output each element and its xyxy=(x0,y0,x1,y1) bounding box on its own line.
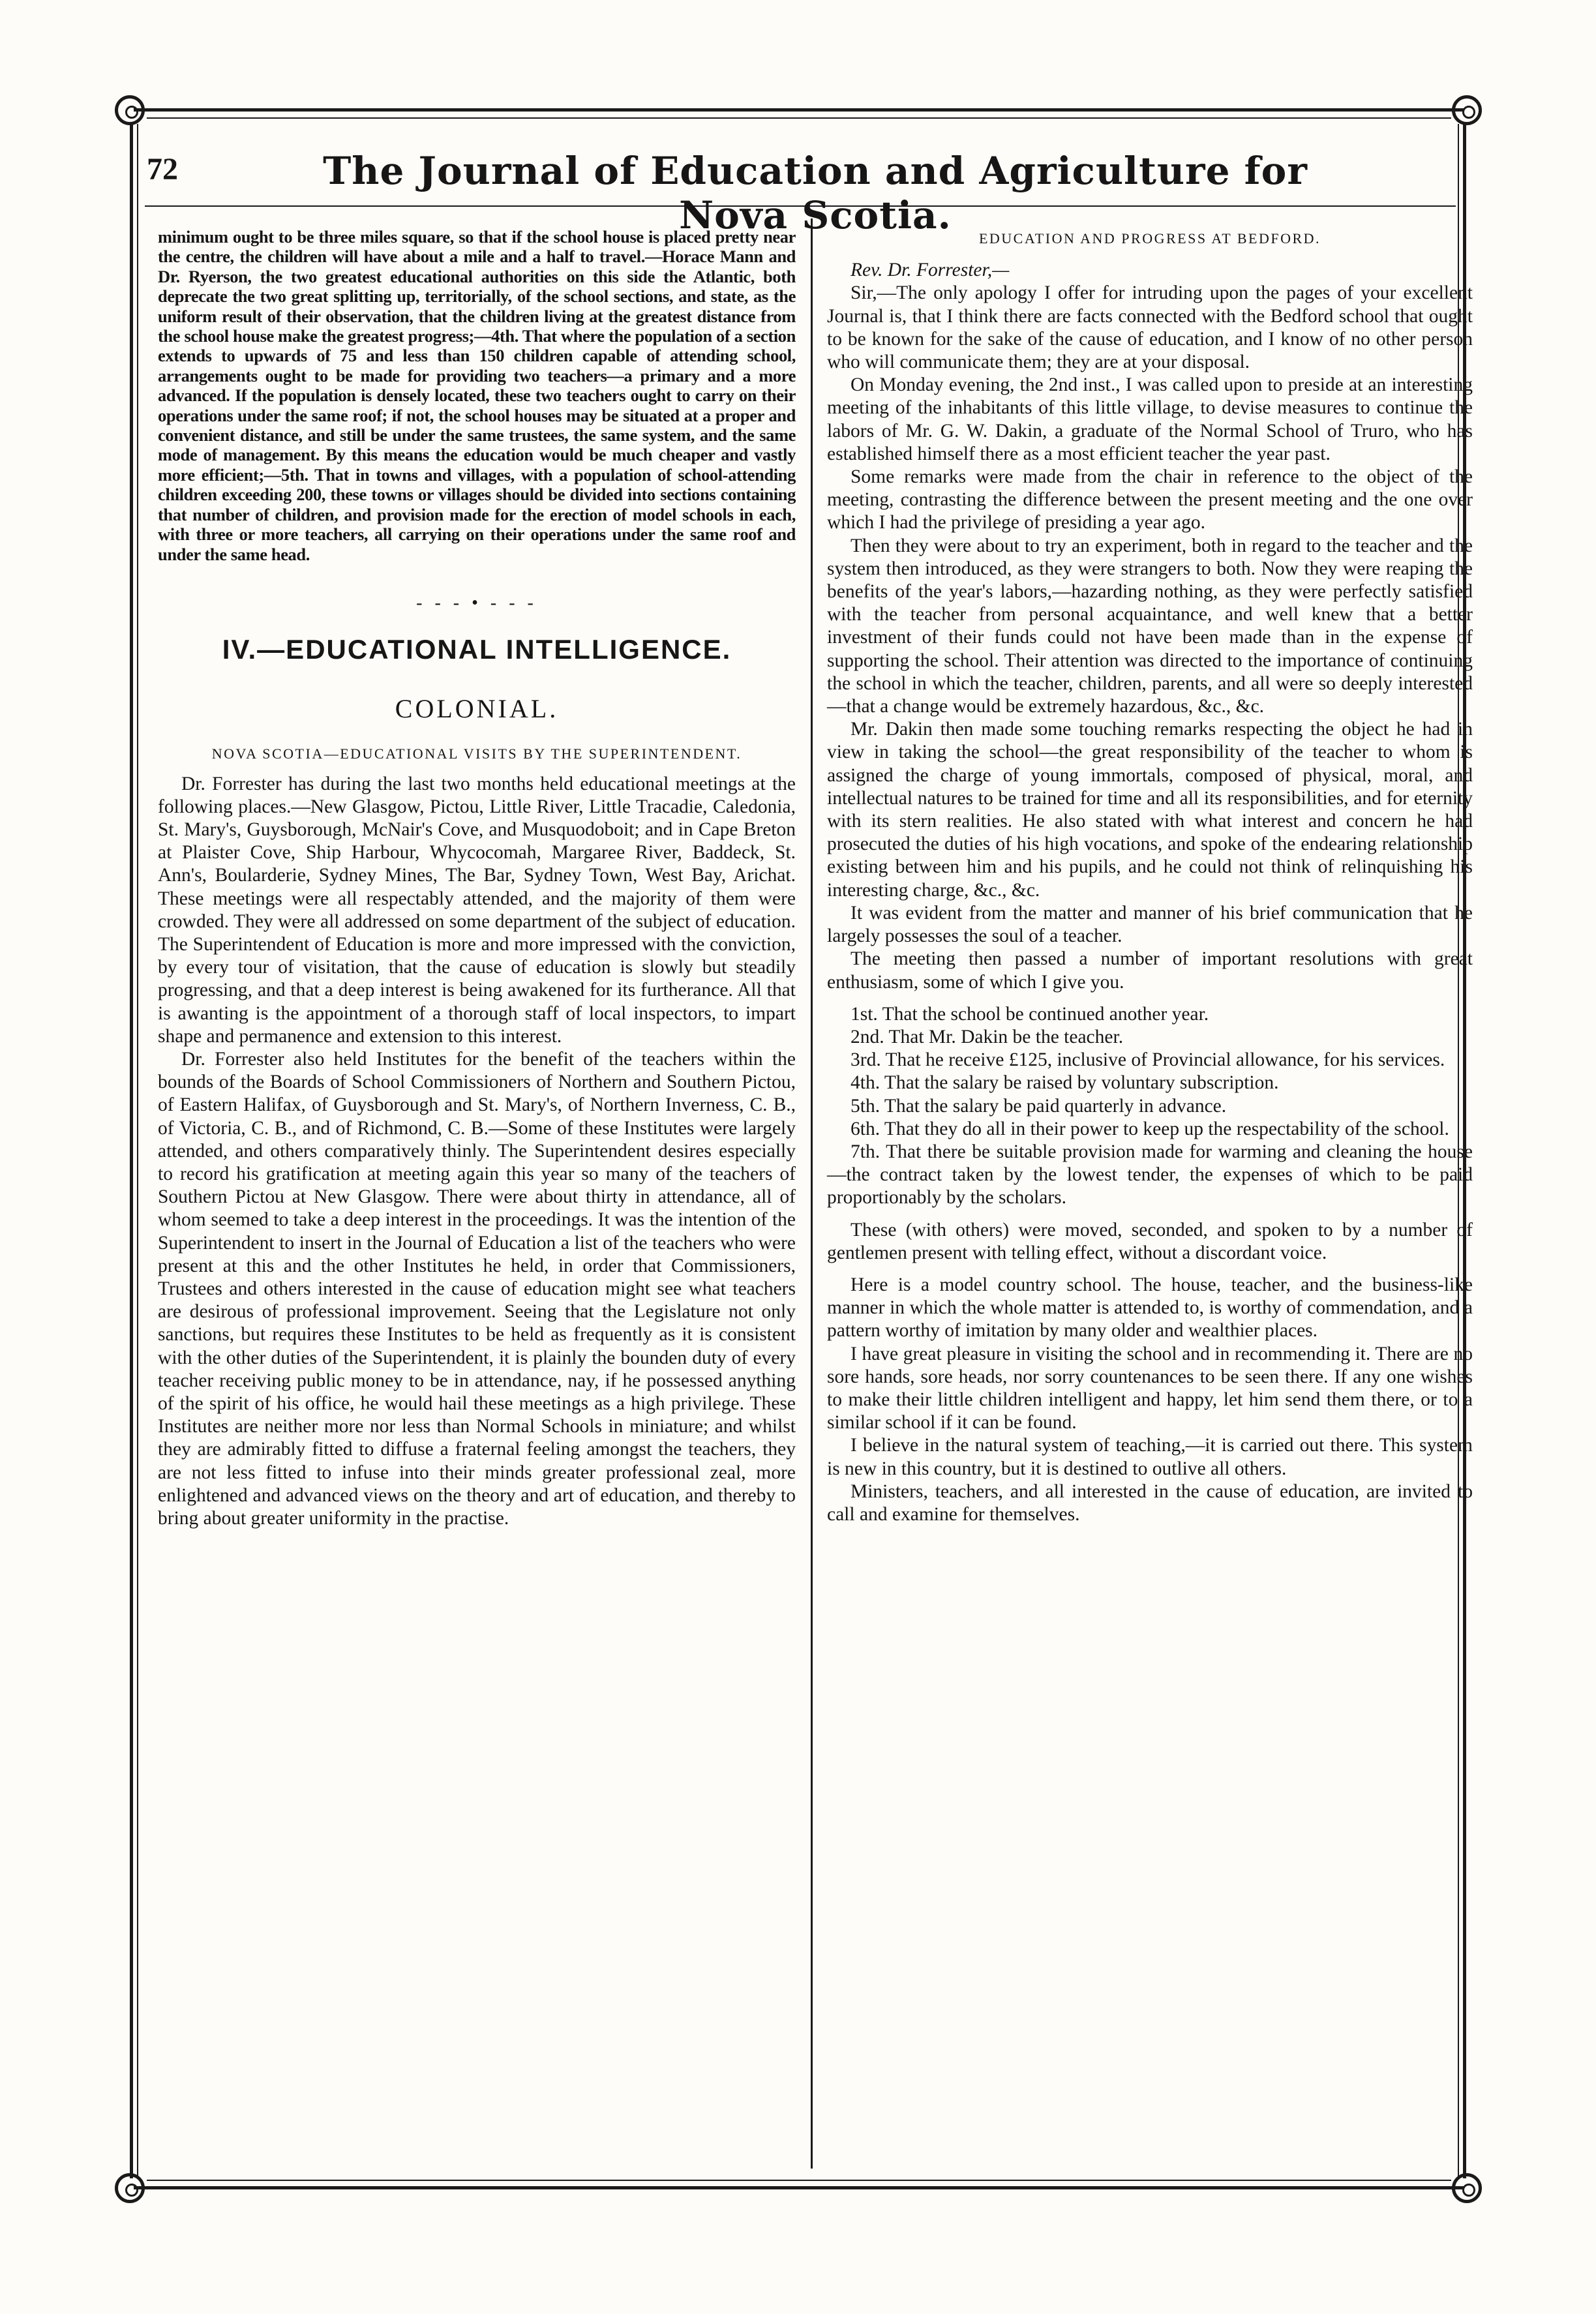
continued-paragraph: minimum ought to be three miles square, so that if the school house is placed pretty near the centre, the children will have about a mile and a half to travel.—Horace Mann and Dr. Ryerson, the two greatest educational authorities on this side the Atlantic, both deprecate the two great splitting up, territorially, of the school sections, and state, as the uniform result of their observation, that the children living at the greatest distance from the school house make the greatest progress;—4th. That where the population of a section extends to upwards of 75 and less than 150 children capable of attending school, arrangements ought to be made for providing two teachers—a primary and a more advanced. If the population is densely located, these two teachers ought to carry on their operations under the same roof; if not, the school houses may be situated at a proper and convenient distance, and still be under the same trustees, the same system, and the same mode of management. By this means the education would be much cheaper and vastly more efficient;—5th. That in towns and villages, with a population of school-attending children exceeding 200, these towns or villages should be divided into sections containing that number of children, and provision made for the erection of model schools in each, with three or more teachers, all carrying on their operations under the same roof and under the same head. xyxy=(158,227,796,564)
top-left-ornament-icon xyxy=(115,95,145,125)
resolution-item: 1st. That the school be continued another year. xyxy=(851,1003,1209,1025)
closing-paragraph: I believe in the natural system of teaching,—it is carried out there. This system is new in this country, but it is destined to outlive all others. xyxy=(827,1435,1473,1479)
section-title: IV.—EDUCATIONAL INTELLIGENCE. xyxy=(222,634,732,665)
section-divider: - - - • - - - xyxy=(416,592,537,613)
letter-paragraph: Some remarks were made from the chair in reference to the object of the meeting, contrasting the difference between the present meeting and the one over which I had the privilege of presiding a year ago. xyxy=(827,466,1473,533)
letter-paragraph: The meeting then passed a number of important resolutions with great enthusiasm, some of which I give you. xyxy=(827,948,1473,993)
running-head: The Journal of Education and Agriculture for Nova Scotia. xyxy=(323,149,1308,237)
letter-salutation: Rev. Dr. Forrester,— xyxy=(851,260,1010,281)
resolution-item: 4th. That the salary be raised by voluntary subscription. xyxy=(851,1072,1279,1094)
left-border-rule-thin xyxy=(137,124,138,2178)
resolution-item: 7th. That there be suitable provision made for warming and cleaning the house—the contract taken by the lowest tender, the expenses of which to be paid proportionably by the scholars. xyxy=(827,1141,1473,1209)
resolution-item: 6th. That they do all in their power to keep up the respectability of the school. xyxy=(851,1118,1449,1139)
right-column xyxy=(827,227,1473,1526)
letter-paragraph: Then they were about to try an experiment, both in regard to the teacher and the system then introduced, as they were strangers to both. Now they were reaping the benefits of the year's labors,—hazarding nothing, as they were perfectly satisfied with the teacher from personal acquaintance, and well knew that a better investment of their funds could not have been made than in the expense of supporting the school. Their attention was directed to the importance of continuing the school in which the teacher, children, parents, and all were so deeply interested—that a change would be extremely hazardous, &c., &c. xyxy=(827,535,1473,717)
letter-paragraph: On Monday evening, the 2nd inst., I was called upon to preside at an interesting meeting of the inhabitants of this little village, to devise measures to continue the labors of Mr. G. W. Dakin, a graduate of the Normal School of Truro, who has established himself there as a most efficient teacher the year past. xyxy=(827,374,1473,464)
subsection-title: COLONIAL. xyxy=(395,694,559,724)
article-heading: NOVA SCOTIA—EDUCATIONAL VISITS BY THE SUPERINTENDENT. xyxy=(211,745,742,762)
article-paragraph: Dr. Forrester has during the last two months held educational meetings at the following places.—New Glasgow, Pictou, Little River, Little Tracadie, Caledonia, St. Mary's, Guysborough, McNair's Cove, and Musquodoboit; and in Cape Breton at Plaister Cove, Ship Harbour, Whycocomah, Margaree River, Baddeck, St. Ann's, Boularderie, Sydney Mines, The Bar, Sydney Town, West Bay, Arichat. These meetings were all respectably attended, and the majority of them were crowded. They were all addressed on some department of the subject of education. The Superintendent of Education is more and more impressed with the conviction, by every tour of visitation, that the cause of education is slowly but steadily progressing, and that a deep interest is being awakened for its furtherance. All that is awanting is the appointment of a thorough staff of local inspectors, to impart shape and permanence and extension to this interest. xyxy=(158,773,796,1047)
bottom-left-ornament-icon xyxy=(115,2173,145,2203)
left-column xyxy=(158,227,796,1530)
bottom-border-rule xyxy=(134,2186,1464,2189)
bottom-right-ornament-icon xyxy=(1452,2173,1482,2203)
top-border-rule xyxy=(134,108,1464,112)
letter-paragraph: Mr. Dakin then made some touching remarks respecting the object he had in view in taking the school—the great responsibility of the teacher to whom is assigned the charge of young immortals, composed of physical, moral, and intellectual natures to be trained for time and all its responsibilities, and for eternity with its stern realities. He also stated with what interest and concern he had prosecuted the duties of his high vocations, and spoke of the endearing relationship existing between him and his pupils, and he could not think of relinquishing his interesting charge, &c., &c. xyxy=(827,719,1473,901)
top-right-ornament-icon xyxy=(1452,95,1482,125)
left-border-rule xyxy=(130,124,133,2178)
closing-paragraph: I have great pleasure in visiting the school and in recommending it. There are no sore hands, sore heads, nor sorry countenances to be seen there. If any one wishes to make their little children intelligent and happy, let him send them there, or to a similar school if it can be found. xyxy=(827,1343,1473,1434)
closing-paragraph: Here is a model country school. The house, teacher, and the business-like manner in which the whole matter is attended to, is worthy of commendation, and a pattern worthy of imitation by many older and wealthier places. xyxy=(827,1274,1473,1342)
page-number: 72 xyxy=(147,152,178,187)
bottom-border-rule-thin xyxy=(147,2180,1451,2181)
letter-paragraph: Sir,—The only apology I offer for intruding upon the pages of your excellent Journal is, that I think there are facts connected with the Bedford school that ought to be known for the sake of the cause of education, and I know of no other person who will communicate them; they are at your disposal. xyxy=(827,282,1473,373)
resolution-item: 3rd. That he receive £125, inclusive of Provincial allowance, for his services. xyxy=(851,1049,1445,1071)
letter-paragraph: It was evident from the matter and manner of his brief communication that he largely possesses the soul of a teacher. xyxy=(827,902,1473,947)
closing-paragraph: These (with others) were moved, seconded, and spoken to by a number of gentlemen present with telling effect, without a discordant voice. xyxy=(827,1219,1473,1263)
resolution-item: 5th. That the salary be paid quarterly in advance. xyxy=(851,1095,1227,1117)
column-divider xyxy=(811,218,813,2169)
letter-heading: EDUCATION AND PROGRESS AT BEDFORD. xyxy=(978,230,1321,247)
article-paragraph: Dr. Forrester also held Institutes for the benefit of the teachers within the bounds of the Boards of School Commissioners of Northern and Southern Pictou, of Eastern Halifax, of Guysborough and St. Mary's, of Northern Inverness, C. B., of Victoria, C. B., and of Richmond, C. B.—Some of these Institutes were largely attended, and others comparatively thinly. The Superintendent desires especially to record his gratification at meeting again this year so many of the teachers of Southern Pictou at New Glasgow. There were about thirty in attendance, all of whom seemed to take a deep interest in the proceedings. It was the intention of the Superintendent to insert in the Journal of Education a list of the teachers who were present at this and the other Institutes he held, in order that Commissioners, Trustees and others interested in the cause of education might see what teachers are desirous of professional improvement. Seeing that the Legislature not only sanctions, but requires these Institutes to be held as frequently as it is consistent with the other duties of the Superintendent, it is plainly the bounden duty of every teacher receiving public money to be in attendance, nay, if he possessed anything of the spirit of his office, he would hail these meetings as a high privilege. These Institutes are neither more nor less than Normal Schools in miniature; and whilst they are admirably fitted to diffuse a fraternal feeling amongst the teachers, they are not less fitted to infuse into their minds greater professional zeal, more enlightened and advanced views on the theory and art of education, and thereby to bring about greater uniformity in the practise. xyxy=(158,1048,796,1529)
closing-paragraph: Ministers, teachers, and all interested in the cause of education, are invited to call and examine for themselves. xyxy=(827,1480,1473,1525)
top-border-rule-thin xyxy=(147,117,1451,119)
resolution-item: 2nd. That Mr. Dakin be the teacher. xyxy=(851,1026,1124,1047)
